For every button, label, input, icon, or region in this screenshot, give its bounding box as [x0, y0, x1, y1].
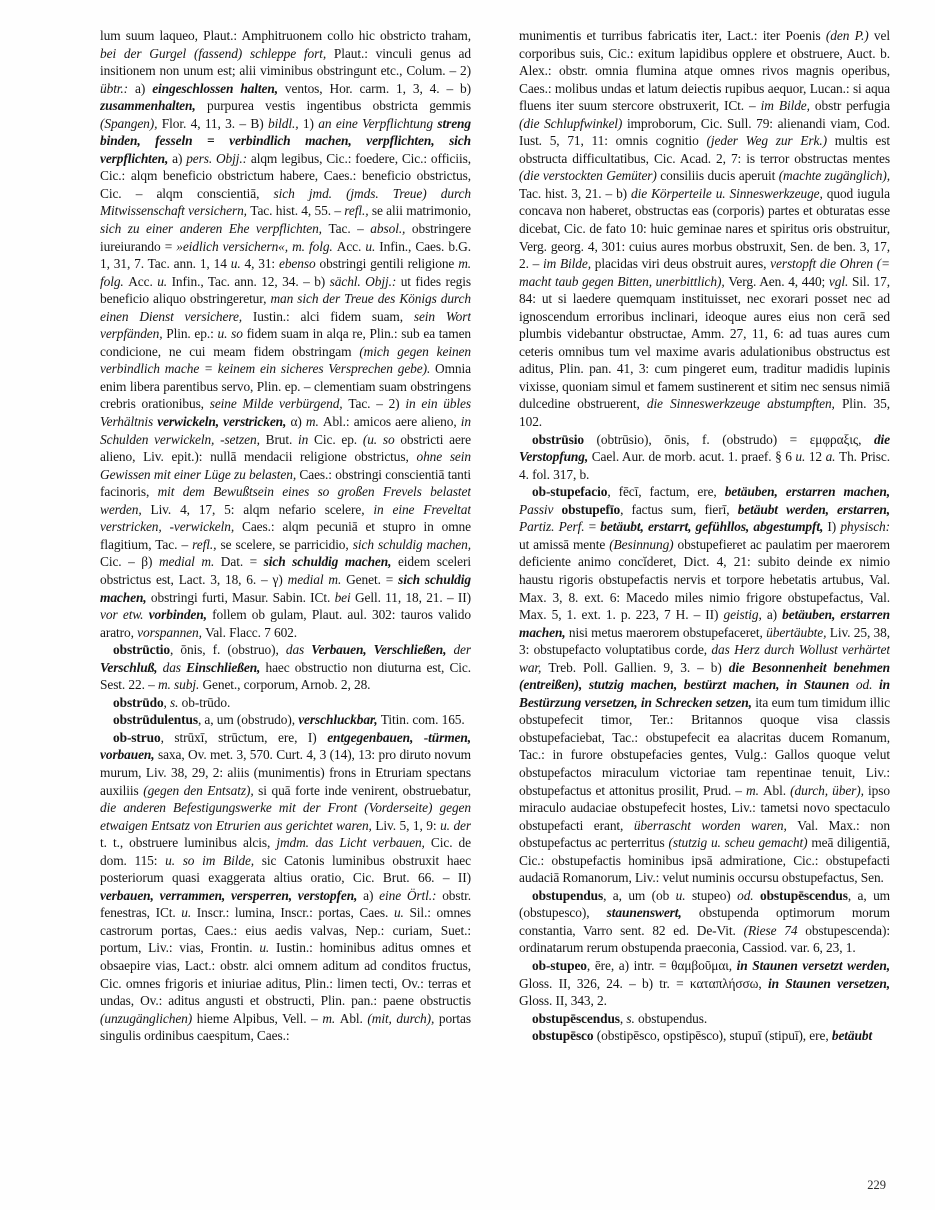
text-segment: Dat. =	[220, 554, 264, 570]
text-segment: , a, um (obstupesco),	[519, 887, 890, 921]
entry-obstringo-continuation	[100, 27, 471, 641]
text-segment: portas singulis ordinibus caespitum, Caes.:	[100, 1010, 471, 1044]
text-segment: vorspannen,	[137, 624, 206, 640]
text-segment: Val. Max.: non obstupefactus ac perterritus	[519, 817, 890, 851]
text-segment: (obstipēsco, opstipēsco), stupuī (stipuī), ere,	[593, 1028, 832, 1044]
column-left	[100, 27, 471, 1159]
text-segment: a)	[172, 150, 187, 166]
text-segment: sic Catonis luminibus obstruxit haec posteriorum quasi exaggerata altius oratio, Cic. Brut. 66. – II)	[100, 852, 471, 886]
text-segment: ipso miraculo audaciae obstupefecit hostes, Liv.: tametsi novo spectaculo obstupefacti erant,	[519, 782, 890, 833]
text-segment: eingeschlossen halten,	[152, 80, 285, 96]
text-segment: Titin. com. 165.	[380, 712, 465, 728]
text-segment: , strūxī, strūctum, ere, I)	[160, 729, 328, 745]
text-segment: t. t., obstruere luminibus alcis,	[100, 835, 277, 851]
text-segment: obstupēsco	[532, 1028, 594, 1044]
text-segment: jmdm. das Licht verbauen,	[276, 835, 431, 851]
text-segment: obstrūsio	[532, 431, 584, 447]
text-segment: betäuben, erstarren machen,	[519, 607, 890, 640]
text-segment: obstrūdo	[113, 694, 164, 710]
text-segment: in Schulden verwickeln, -setzen,	[100, 414, 471, 447]
text-segment: ,	[163, 694, 171, 710]
text-segment: bildl.,	[267, 115, 303, 131]
text-segment: in Staunen versetzt werden,	[736, 957, 890, 973]
text-segment: Genet., corporum, Arnob. 2, 28.	[202, 677, 371, 693]
text-segment: Plin. ep.:	[166, 326, 218, 342]
text-segment: Tac. hist. 3, 21. – b)	[519, 185, 632, 201]
text-segment: bei	[334, 589, 355, 605]
text-segment: bei der Gurgel (fassend) schleppe fort,	[100, 45, 334, 61]
text-segment: die Sinneswerkzeuge abstumpften,	[646, 396, 842, 412]
text-segment: Sil.: omnes castrorum portas, Caes.: eius aedis valvas, Nep.: curiam, Suet.: portum, Liv.: vias, Frontin.	[100, 905, 471, 956]
text-segment: u.	[230, 256, 245, 272]
text-segment: geistig,	[723, 607, 767, 623]
text-segment: verbauen, verrammen, versperren, verstopfen,	[100, 887, 364, 903]
text-segment: m.	[322, 1010, 340, 1026]
text-segment: Cael. Aur. de morb. acut. 1. praef. § 6	[591, 449, 796, 465]
text-segment: Liv. 5, 1, 9:	[375, 817, 441, 833]
text-segment: Iustin.: hominibus aditus omnes et obsaepire vias, Lact.: obstr. alci omnem aditum ad conditos fructus, Cic. omnes frigoris et iniuriae aditus, Plin.: limen tecti, Ov.: terras et undas, Ov.: aditus angusti et obstructi, Plin. pan.: paene obstructis	[100, 940, 471, 1009]
text-segment: Sil. 17, 84: ut si laedere quemquam instituisset, nec exorari posset nec ad ignoscendum erroribus inclinari, ideoque aures eius non cerā sed plumbis videbantur obstructae, Amm. 27, 11, 6: ad tuas aures cum ceteris omnibus tum vel maxime avaris adulationibus obstructus est aditus, Plin. pan. 41, 3: cum pingeret eum, traditur madidis lupinis vixisse, quoniam simul et famem sustinerent et sitim nec sensus nimiā dulcedine obstruerent,	[519, 273, 890, 412]
text-segment: Einschließen,	[186, 659, 266, 675]
text-segment: Liv. 25, 38, 3: obstupefacto voluptatibus corde,	[519, 624, 890, 658]
text-segment: absol.,	[370, 221, 412, 237]
entry-obstructio	[100, 641, 471, 694]
text-segment: Liv. 4, 17, 5: alqm nefario scelere,	[150, 501, 374, 517]
text-segment: obstringere iureiurando =	[100, 221, 471, 254]
text-segment: vel corporibus suis, Cic.: exitum lapidibus opplere et obstruere, Auct. b. Alex.: obstr. omnia flumina atque omnes rivos magnis operibus, Caes.: molibus undas et latum deiectis rupibus aequor, Lucan.: si aqua fluens iter suum stercore obstruxerit, ICt. –	[519, 28, 890, 114]
text-segment: Abl.	[339, 1010, 368, 1026]
text-segment: multis est obstructa difficultatibus, Cic. Acad. 2, 7: is terror obstructas mentes	[519, 133, 890, 166]
text-segment: lum suum laqueo, Plaut.: Amphitruonem collo hic obstricto traham,	[100, 28, 471, 43]
text-segment: obstupendus.	[638, 1010, 708, 1026]
text-segment: u.	[393, 905, 410, 921]
text-segment: Treb. Poll. Gallien. 9, 3. – b)	[548, 659, 729, 675]
text-segment: sein Wort verpfänden,	[100, 308, 471, 342]
text-segment: obstringi gentili religione	[319, 256, 459, 272]
text-segment: Gloss. II, 326, 24. – b) tr. = καταπλήσσω,	[519, 975, 768, 991]
text-segment: sächl. Objj.:	[329, 273, 401, 289]
entry-obstupesco	[519, 1027, 890, 1045]
text-segment: (gegen den Entsatz),	[143, 782, 259, 798]
text-segment: (Riese 74	[743, 922, 806, 938]
text-segment: ,	[619, 1010, 627, 1026]
text-segment: se scelere, se parricidio,	[220, 536, 353, 552]
text-segment: alqm legibus, Cic.: foedere, Cic.: officiis, Cic.: alqm beneficio obstrictum habere, Caes.: beneficio obstrictus, Cic. – alqm conscientiā,	[100, 150, 471, 201]
text-segment: Cic. ep.	[314, 431, 363, 447]
text-segment: obstringi furti, Masur. Sabin. ICt.	[150, 589, 335, 605]
text-segment: u.	[675, 887, 692, 903]
text-segment: 4, 31:	[244, 256, 279, 272]
text-segment: od.	[855, 677, 880, 693]
text-segment: , ēre, a) intr. = θαμβοῦμαι,	[586, 957, 737, 973]
entry-ob-struo-continuation	[519, 27, 890, 431]
text-segment: m.	[305, 414, 323, 430]
text-segment: (mich gegen keinen verbindlich mache = keinem ein sicheres Versprechen gebe).	[100, 343, 471, 377]
text-segment: refl.,	[192, 536, 221, 552]
text-segment: obstupefīo	[561, 501, 621, 517]
text-segment: in eine Freveltat verstricken, -verwickeln,	[100, 501, 471, 535]
text-segment: ob-trūdo.	[181, 694, 231, 710]
text-segment: in Staunen versetzen,	[767, 975, 890, 991]
text-segment: der	[453, 642, 471, 658]
text-segment: (die Schlupfwinkel)	[519, 115, 627, 131]
text-segment: seine Milde verbürgend,	[209, 396, 349, 412]
text-segment: munimentis et turribus fabricatis iter, Lact.: iter Poenis	[519, 28, 826, 43]
text-segment: saxa, Ov. met. 3, 570. Curt. 4, 3 (14), 13: pro diruto novum murum, Liv. 38, 29, 2: aliis (munimentis) frons in Etruriam spectans auxiliis	[100, 747, 471, 798]
text-segment: Gell. 11, 18, 21. – II)	[354, 589, 471, 605]
text-segment: 1)	[302, 115, 319, 131]
text-segment: haec obstructio non diuturna est, Cic. Sest. 22. –	[100, 659, 471, 693]
text-segment: (machte zugänglich),	[778, 168, 890, 184]
text-segment: od.	[737, 887, 760, 903]
text-segment: streng binden, fesseln = verbindlich machen, verpflichten, sich verpflichten,	[100, 115, 471, 166]
text-segment: man sich der Treue des Königs durch einen Dienst versichere,	[100, 291, 471, 324]
text-segment: das	[162, 659, 187, 675]
text-segment: Tac. –	[328, 221, 371, 237]
text-segment: obstupēscendus	[532, 1010, 620, 1026]
entry-obstupendus	[519, 887, 890, 957]
text-segment: Brut.	[265, 431, 299, 447]
text-segment: Abl.: amicos aere alieno,	[322, 414, 461, 430]
text-segment: u.	[795, 449, 809, 465]
entry-obstrudo	[100, 694, 471, 712]
text-segment: u. so	[217, 326, 247, 342]
text-segment: (u. so	[362, 431, 401, 447]
text-segment: u.	[259, 940, 276, 956]
text-segment: I)	[827, 519, 841, 535]
text-segment: 12	[808, 449, 826, 465]
text-segment: a)	[135, 80, 153, 96]
text-segment: Tac. hist. 4, 55. –	[250, 203, 345, 219]
text-segment: , ōnis, f. (obstruo),	[170, 642, 286, 658]
text-segment: (unzugänglichen)	[100, 1010, 197, 1026]
text-segment: obstricti aere alieno, Liv. epit.): nullā mendacii religione obstrictus,	[100, 431, 471, 465]
text-segment: =	[588, 519, 601, 535]
text-segment: das Herz durch Wollust verhärtet war,	[519, 642, 890, 675]
text-segment: Acc.	[128, 273, 158, 289]
text-segment: sich schuldig machen,	[352, 536, 471, 552]
text-segment: purpurea vestis ingentibus obstricta gemmis	[207, 98, 471, 114]
text-segment: physisch:	[840, 519, 890, 535]
text-segment: si quā forte inde venirent, obstruebatur,	[258, 782, 471, 798]
text-segment: betäubt, erstarrt, gefühllos, abgestumpft,	[600, 519, 828, 535]
text-segment: consiliis ducis aperuit	[660, 168, 779, 184]
text-segment: die Verstopfung,	[519, 431, 890, 465]
text-segment: Plaut.: vinculi genus ad insitionem non unum est; alii viminibus obstringunt etc., Colum. – 2)	[100, 45, 471, 79]
text-segment: mit dem Bewußtsein eines so großen Frevels belastet werden,	[100, 484, 471, 517]
text-segment: eine Örtl.:	[379, 887, 443, 903]
text-segment: obstupenda optimorum morum constantia, Varro sent. 82 ed. De-Vit.	[519, 905, 890, 938]
text-segment: ebenso	[278, 256, 320, 272]
text-segment: α)	[290, 414, 306, 430]
entry-ob-stupefacio	[519, 483, 890, 887]
text-segment: u.	[181, 905, 197, 921]
text-segment: obstupefieret ac paulatim per maerorem deficiente animo concĭderet, Dict. 4, 21: subito deinde ex nimio haustu rigoris obstupefactis nervis et torpore hebetatis artubus, Val. Max. 3, 8. ext. 6: Macedo miles nimio frigore obstupefactus, Val. Max. 5, 1. ext. 1. p. 223, 7 H. – II)	[519, 536, 890, 623]
text-segment: Gloss. II, 343, 2.	[519, 993, 607, 1009]
entry-ob-stupeo	[519, 957, 890, 1010]
text-segment: sich zu einer anderen Ehe verpflichten,	[100, 221, 329, 237]
text-segment: vgl.	[828, 273, 852, 289]
text-segment: das	[285, 642, 312, 658]
text-segment: Plin. 35, 102.	[519, 396, 890, 430]
text-segment: (die verstockten Gemüter)	[519, 168, 661, 184]
text-segment: obstrūctio	[113, 642, 171, 658]
text-segment: obstr perfugia	[814, 98, 890, 114]
text-segment: Cic. – β)	[100, 554, 159, 570]
text-segment: im Bilde,	[542, 256, 595, 272]
text-segment: obstr. fenestras, ICt.	[100, 887, 471, 921]
text-segment: Caes.: obstringi conscientiā tanti facinoris,	[100, 466, 471, 500]
text-segment: staunenswert,	[606, 905, 699, 921]
entry-ob-struo	[100, 729, 471, 1045]
text-segment: (Spangen),	[100, 115, 162, 131]
entry-obstrusio	[519, 431, 890, 484]
text-segment: die anderen Befestigungswerke mit der Front (Vorderseite) gegen etwaigen Entsatz von Etrurien aus gerichtet waren,	[100, 800, 471, 833]
text-segment: Verbauen, Verschließen,	[311, 642, 454, 658]
text-segment: in Bestürzung versetzen, in Schrecken setzen,	[519, 677, 890, 710]
text-segment: refl.,	[344, 203, 372, 219]
text-segment: se alii matrimonio,	[371, 203, 471, 219]
text-segment: vorbinden,	[148, 607, 213, 623]
text-segment: u.	[365, 238, 380, 254]
text-segment: Th. Prisc. 4. fol. 317, b.	[519, 449, 890, 482]
text-segment: (durch, über),	[790, 782, 869, 798]
text-segment: placidas viri deus obstruit aures,	[594, 256, 771, 272]
text-segment: sich schuldig machen,	[263, 554, 398, 570]
text-segment: u.	[157, 273, 172, 289]
text-segment: im Bilde,	[760, 98, 815, 114]
text-segment: verschluckbar,	[298, 712, 381, 728]
text-segment: Genet. =	[346, 571, 399, 587]
text-segment: stupeo)	[691, 887, 738, 903]
text-segment: Flor. 4, 11, 3. – B)	[161, 115, 268, 131]
text-segment: medial m.	[287, 571, 347, 587]
text-segment: »eidlich versichern«, m. folg.	[176, 238, 337, 254]
text-segment: Verschluß,	[100, 659, 163, 675]
text-segment: betäubt werden, erstarren,	[737, 501, 890, 517]
text-segment: ut fides regis beneficio aliquo obstringeretur,	[100, 273, 471, 307]
text-segment: in	[298, 431, 315, 447]
text-segment: Acc.	[336, 238, 366, 254]
text-segment: Val. Flacc. 7 602.	[205, 624, 298, 640]
text-segment: Iustin.: alci fidem suam,	[252, 308, 414, 324]
text-segment: Infin., Tac. ann. 12, 34. – b)	[171, 273, 330, 289]
text-segment: , fēcī, factum, ere,	[607, 484, 725, 500]
text-segment: a.	[825, 449, 839, 465]
text-segment: (Besinnung)	[609, 536, 678, 552]
text-segment: obstupescenda): ordinatarum rerum obstupenda praeconia, Cassiod. var. 6, 23, 1.	[519, 922, 890, 956]
text-segment: s.	[170, 694, 182, 710]
text-segment: pers. Objj.:	[186, 150, 251, 166]
text-segment: ita eum tum timidum illic obstupefecit timor, Ter.: Britannos quoque visa classis obstupefaciebat, Tac.: obstupefecit ea alacritas ducem Romanum, Tac.: in furore obstupefacies gentes, Vulg.: Gallos quoque velut obstupefactos miraculum victoriae tam repentinae tenuit, Liv.: obstupefactus et attonitus prosilit, Prud. –	[519, 694, 890, 798]
text-segment: verstopft die Ohren (= macht taub gegen Bitten, unerbittlich),	[519, 256, 890, 289]
text-segment: zusammenhalten,	[100, 98, 207, 114]
text-segment: a)	[363, 887, 380, 903]
text-segment: obstupēscendus	[759, 887, 848, 903]
text-segment: überrascht worden waren,	[633, 817, 798, 833]
text-segment: ohne sein Gewissen mit einer Lüge zu belasten,	[100, 449, 471, 482]
text-segment: vor etw.	[100, 607, 149, 623]
text-segment: (obtrūsio), ōnis, f. (obstrudo) = εμφραξις,	[583, 431, 874, 447]
text-segment: meā diligentiā, Cic.: obstupefactis hominibus ipsā admiratione, Cic.: obstupefacti audaciā Romanorum, Liv.: velut numinis occursu obstupefactus, Sen.	[519, 835, 890, 886]
text-segment: betäuben, erstarren machen,	[724, 484, 890, 500]
entry-obstrudulentus	[100, 711, 471, 729]
text-segment: Partiz. Perf.	[519, 519, 589, 535]
text-segment: die Besonnenheit benehmen (entreißen), stutzig machen, bestürzt machen, in Staunen	[519, 659, 890, 693]
page-number: 229	[867, 1178, 886, 1192]
text-segment: Passiv	[519, 501, 562, 517]
column-right	[519, 27, 890, 1159]
text-segment: nisi metus maerorem obstupefaceret,	[568, 624, 767, 640]
text-segment: betäubt	[831, 1028, 873, 1044]
text-segment: (mit, durch),	[367, 1010, 439, 1026]
text-segment: (jeder Weg zur Erk.)	[706, 133, 835, 149]
text-segment: Inscr.: lumina, Inscr.: portas, Caes.	[196, 905, 394, 921]
text-segment: entgegenbauen, -türmen, vorbauen,	[100, 729, 471, 763]
text-segment: an eine Verpflichtung	[318, 115, 438, 131]
text-segment: in ein übles Verhältnis	[100, 396, 471, 430]
text-segment: Tac. – 2)	[348, 396, 406, 412]
text-segment: ob-struo	[113, 729, 161, 745]
text-segment: m. folg.	[100, 256, 471, 289]
text-segment: u. so im Bilde,	[165, 852, 262, 868]
text-segment: Omnia enim libera parentibus servo, Plin. ep. – clementiam suam obstringens crebris orationibus,	[100, 361, 471, 412]
text-segment: Caes.: alqm pecuniā et stupro in omne flagitium, Tac. –	[100, 519, 471, 552]
text-segment: hieme Alpibus, Vell. –	[196, 1010, 323, 1026]
text-segment: (stutzig u. scheu gemacht)	[668, 835, 812, 851]
text-segment: Infin., Caes. b.G. 1, 31, 7. Tac. ann. 1, 14	[100, 238, 471, 272]
text-segment: (den P.)	[825, 28, 874, 43]
text-segment: übtr.:	[100, 80, 136, 96]
text-segment: fidem suam in alqa re, Plin.: sub ea tamen condicione, ne cui meam fidem obstringam	[100, 326, 471, 359]
text-segment: ob-stupeo	[532, 957, 587, 973]
text-segment: s.	[626, 1010, 639, 1026]
text-segment: die Körperteile u. Sinneswerkzeuge,	[631, 185, 827, 201]
text-segment: übertäubte,	[766, 624, 830, 640]
text-segment: u. der	[440, 817, 471, 833]
text-segment: follem ob gulam, Plaut. aul. 302: tauros valido aratro,	[100, 607, 471, 640]
text-segment: obstrūdulentus	[113, 712, 198, 728]
text-segment: Cic. de dom. 115:	[100, 835, 471, 868]
text-segment: , a, um (obstrudo),	[197, 712, 299, 728]
text-segment: , factus sum, fierī,	[620, 501, 738, 517]
text-segment: verwickeln, verstricken,	[157, 414, 291, 430]
text-segment: , a, um (ob	[603, 887, 676, 903]
text-segment: a)	[766, 607, 783, 623]
text-segment: improborum, Cic. Sull. 79: alienandi viam, Cod. Iust. 5, 71, 11: omnis cognitio	[519, 115, 890, 149]
text-segment: obstupendus	[532, 887, 604, 903]
text-segment: m.	[746, 782, 763, 798]
text-segment: Abl.	[762, 782, 791, 798]
text-segment: ut amissā mente	[519, 536, 610, 552]
entry-obstupescendus	[519, 1010, 890, 1028]
text-segment: ventos, Hor. carm. 1, 3, 4. – b)	[284, 80, 471, 96]
text-segment: eidem sceleri obstrictus est, Lact. 3, 18, 6. – γ)	[100, 554, 471, 587]
text-segment: sich jmd. (jmds. Treue) durch Mitwissenschaft versichern,	[100, 185, 471, 219]
text-segment: m. subj.	[157, 677, 203, 693]
text-segment: sich schuldig machen,	[100, 571, 471, 605]
text-segment: ob-stupefacio	[532, 484, 608, 500]
text-segment: Verg. Aen. 4, 440;	[728, 273, 829, 289]
text-segment: medial m.	[158, 554, 221, 570]
text-segment: quod iugula concava non haberet, obstructas eas (corporis) partes et obturatas esse dicebat, Cic. de fato 10: huic geminae nares et spiritus oris obstruitur, Verg. georg. 4, 301: cuius aures morbus obstruxit, Sen. de ben. 3, 17, 2. –	[519, 185, 890, 272]
